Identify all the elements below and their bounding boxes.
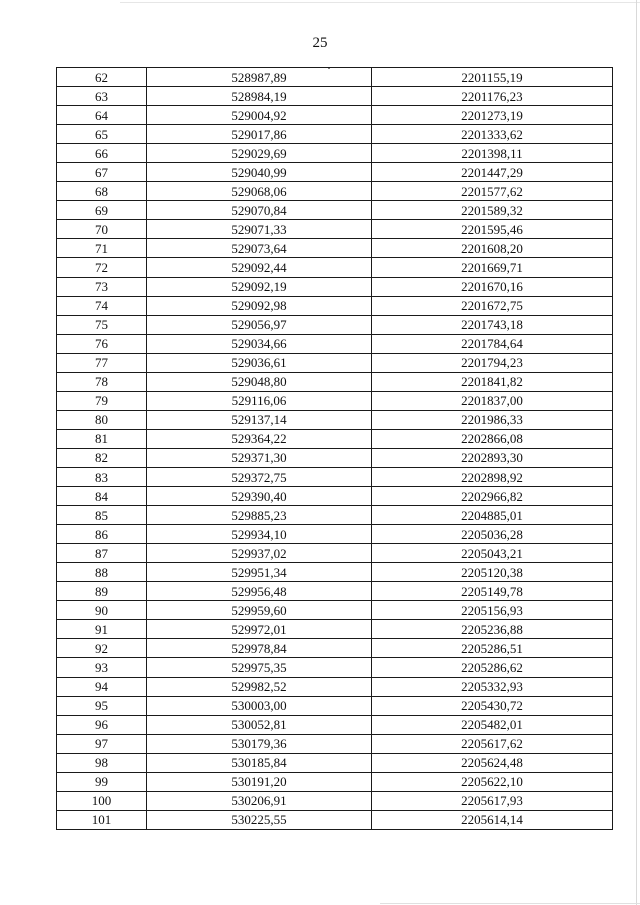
- y-coordinate-cell: 2201589,32: [372, 201, 613, 220]
- table-row: [57, 506, 613, 525]
- x-coordinate-cell: 529004,92: [147, 106, 372, 125]
- table-row: [57, 563, 613, 582]
- point-number-cell: 95: [57, 696, 147, 715]
- point-number-cell: 91: [57, 620, 147, 639]
- x-coordinate-cell: 529137,14: [147, 410, 372, 429]
- x-coordinate-cell: 528987,89: [147, 68, 372, 87]
- x-coordinate-cell: 529885,23: [147, 506, 372, 525]
- x-coordinate-cell: 529073,64: [147, 239, 372, 258]
- x-coordinate-cell: 529372,75: [147, 467, 372, 486]
- x-coordinate-cell: 529951,34: [147, 563, 372, 582]
- x-coordinate-cell: 529390,40: [147, 487, 372, 506]
- table-row: [57, 391, 613, 410]
- point-number-cell: 85: [57, 506, 147, 525]
- y-coordinate-cell: 2205622,10: [372, 772, 613, 791]
- y-coordinate-cell: 2201608,20: [372, 239, 613, 258]
- y-coordinate-cell: 2201273,19: [372, 106, 613, 125]
- x-coordinate-cell: 529048,80: [147, 372, 372, 391]
- table-row: [57, 277, 613, 296]
- table-row: [57, 429, 613, 448]
- x-coordinate-cell: 529978,84: [147, 639, 372, 658]
- point-number-cell: 79: [57, 391, 147, 410]
- point-number-cell: 64: [57, 106, 147, 125]
- point-number-cell: 65: [57, 125, 147, 144]
- table-row: [57, 201, 613, 220]
- y-coordinate-cell: 2205043,21: [372, 544, 613, 563]
- x-coordinate-cell: 529959,60: [147, 601, 372, 620]
- y-coordinate-cell: 2205614,14: [372, 810, 613, 829]
- point-number-cell: 73: [57, 277, 147, 296]
- y-coordinate-cell: 2205120,38: [372, 563, 613, 582]
- y-coordinate-cell: 2202893,30: [372, 448, 613, 467]
- table-row: [57, 601, 613, 620]
- point-number-cell: 62: [57, 68, 147, 87]
- table-row: [57, 258, 613, 277]
- x-coordinate-cell: 529029,69: [147, 144, 372, 163]
- x-coordinate-cell: 529092,19: [147, 277, 372, 296]
- point-number-cell: 97: [57, 734, 147, 753]
- x-coordinate-cell: 529034,66: [147, 334, 372, 353]
- y-coordinate-cell: 2205149,78: [372, 582, 613, 601]
- y-coordinate-cell: 2201398,11: [372, 144, 613, 163]
- point-number-cell: 93: [57, 658, 147, 677]
- table-row: [57, 715, 613, 734]
- point-number-cell: 96: [57, 715, 147, 734]
- table-row: [57, 144, 613, 163]
- y-coordinate-cell: 2201155,19: [372, 68, 613, 87]
- table-row: [57, 182, 613, 201]
- point-number-cell: 100: [57, 791, 147, 810]
- x-coordinate-cell: 529116,06: [147, 391, 372, 410]
- y-coordinate-cell: 2205482,01: [372, 715, 613, 734]
- y-coordinate-cell: 2201986,33: [372, 410, 613, 429]
- y-coordinate-cell: 2201670,16: [372, 277, 613, 296]
- table-row: [57, 372, 613, 391]
- y-coordinate-cell: 2205236,88: [372, 620, 613, 639]
- point-number-cell: 86: [57, 525, 147, 544]
- y-coordinate-cell: 2201672,75: [372, 296, 613, 315]
- point-number-cell: 67: [57, 163, 147, 182]
- x-coordinate-cell: 530225,55: [147, 810, 372, 829]
- x-coordinate-cell: 529092,44: [147, 258, 372, 277]
- y-coordinate-cell: 2205617,62: [372, 734, 613, 753]
- point-number-cell: 99: [57, 772, 147, 791]
- y-coordinate-cell: 2202898,92: [372, 467, 613, 486]
- y-coordinate-cell: 2201176,23: [372, 87, 613, 106]
- x-coordinate-cell: 529364,22: [147, 429, 372, 448]
- scan-edge-top: [120, 2, 640, 3]
- scan-edge-bottom: [380, 903, 640, 904]
- point-number-cell: 101: [57, 810, 147, 829]
- point-number-cell: 66: [57, 144, 147, 163]
- y-coordinate-cell: 2201743,18: [372, 315, 613, 334]
- x-coordinate-cell: 529937,02: [147, 544, 372, 563]
- x-coordinate-cell: 529040,99: [147, 163, 372, 182]
- table-row: [57, 239, 613, 258]
- point-number-cell: 92: [57, 639, 147, 658]
- table-row: [57, 753, 613, 772]
- table-row: [57, 410, 613, 429]
- point-number-cell: 89: [57, 582, 147, 601]
- table-row: [57, 467, 613, 486]
- table-row: [57, 791, 613, 810]
- y-coordinate-cell: 2205036,28: [372, 525, 613, 544]
- table-row: [57, 772, 613, 791]
- point-number-cell: 82: [57, 448, 147, 467]
- x-coordinate-cell: 529071,33: [147, 220, 372, 239]
- table-row: [57, 448, 613, 467]
- point-number-cell: 71: [57, 239, 147, 258]
- y-coordinate-cell: 2205617,93: [372, 791, 613, 810]
- x-coordinate-cell: 529056,97: [147, 315, 372, 334]
- table-row: [57, 544, 613, 563]
- table-row: [57, 125, 613, 144]
- point-number-cell: 90: [57, 601, 147, 620]
- x-coordinate-cell: 529017,86: [147, 125, 372, 144]
- x-coordinate-cell: 529975,35: [147, 658, 372, 677]
- point-number-cell: 70: [57, 220, 147, 239]
- y-coordinate-cell: 2205624,48: [372, 753, 613, 772]
- point-number-cell: 87: [57, 544, 147, 563]
- x-coordinate-cell: 529934,10: [147, 525, 372, 544]
- table-row: [57, 334, 613, 353]
- x-coordinate-cell: 528984,19: [147, 87, 372, 106]
- table-row: [57, 525, 613, 544]
- point-number-cell: 88: [57, 563, 147, 582]
- x-coordinate-cell: 530185,84: [147, 753, 372, 772]
- y-coordinate-cell: 2201784,64: [372, 334, 613, 353]
- x-coordinate-cell: 529068,06: [147, 182, 372, 201]
- x-coordinate-cell: 529956,48: [147, 582, 372, 601]
- table-row: [57, 87, 613, 106]
- y-coordinate-cell: 2201794,23: [372, 353, 613, 372]
- y-coordinate-cell: 2204885,01: [372, 506, 613, 525]
- y-coordinate-cell: 2205286,51: [372, 639, 613, 658]
- x-coordinate-cell: 529972,01: [147, 620, 372, 639]
- x-coordinate-cell: 530052,81: [147, 715, 372, 734]
- y-coordinate-cell: 2205332,93: [372, 677, 613, 696]
- y-coordinate-cell: 2201447,29: [372, 163, 613, 182]
- table-row: [57, 353, 613, 372]
- table-row: [57, 810, 613, 829]
- x-coordinate-cell: 529036,61: [147, 353, 372, 372]
- table-row: [57, 620, 613, 639]
- table-row: [57, 315, 613, 334]
- point-number-cell: 94: [57, 677, 147, 696]
- table-row: [57, 696, 613, 715]
- x-coordinate-cell: 530179,36: [147, 734, 372, 753]
- point-number-cell: 78: [57, 372, 147, 391]
- x-coordinate-cell: 529092,98: [147, 296, 372, 315]
- y-coordinate-cell: 2202966,82: [372, 487, 613, 506]
- x-coordinate-cell: 530191,20: [147, 772, 372, 791]
- point-number-cell: 72: [57, 258, 147, 277]
- table-row: [57, 106, 613, 125]
- point-number-cell: 84: [57, 487, 147, 506]
- table-row: [57, 296, 613, 315]
- y-coordinate-cell: 2205156,93: [372, 601, 613, 620]
- x-coordinate-cell: 529371,30: [147, 448, 372, 467]
- point-number-cell: 74: [57, 296, 147, 315]
- point-number-cell: 98: [57, 753, 147, 772]
- table-row: [57, 220, 613, 239]
- y-coordinate-cell: 2202866,08: [372, 429, 613, 448]
- point-number-cell: 76: [57, 334, 147, 353]
- y-coordinate-cell: 2201595,46: [372, 220, 613, 239]
- point-number-cell: 63: [57, 87, 147, 106]
- x-coordinate-cell: 529982,52: [147, 677, 372, 696]
- y-coordinate-cell: 2205286,62: [372, 658, 613, 677]
- table-row: [57, 68, 613, 87]
- point-number-cell: 75: [57, 315, 147, 334]
- y-coordinate-cell: 2201669,71: [372, 258, 613, 277]
- x-coordinate-cell: 530206,91: [147, 791, 372, 810]
- coordinates-table-body: [57, 68, 613, 830]
- y-coordinate-cell: 2201837,00: [372, 391, 613, 410]
- y-coordinate-cell: 2201841,82: [372, 372, 613, 391]
- y-coordinate-cell: 2205430,72: [372, 696, 613, 715]
- point-number-cell: 69: [57, 201, 147, 220]
- scan-edge-right: [636, 0, 637, 905]
- page-number: 25: [312, 35, 328, 51]
- table-row: [57, 163, 613, 182]
- point-number-cell: 77: [57, 353, 147, 372]
- table-row: [57, 677, 613, 696]
- table-row: [57, 487, 613, 506]
- point-number-cell: 83: [57, 467, 147, 486]
- point-number-cell: 68: [57, 182, 147, 201]
- point-number-cell: 81: [57, 429, 147, 448]
- x-coordinate-cell: 529070,84: [147, 201, 372, 220]
- table-row: [57, 639, 613, 658]
- y-coordinate-cell: 2201577,62: [372, 182, 613, 201]
- coordinates-table: [56, 67, 613, 830]
- table-row: [57, 582, 613, 601]
- x-coordinate-cell: 530003,00: [147, 696, 372, 715]
- point-number-cell: 80: [57, 410, 147, 429]
- table-row: [57, 734, 613, 753]
- table-row: [57, 658, 613, 677]
- y-coordinate-cell: 2201333,62: [372, 125, 613, 144]
